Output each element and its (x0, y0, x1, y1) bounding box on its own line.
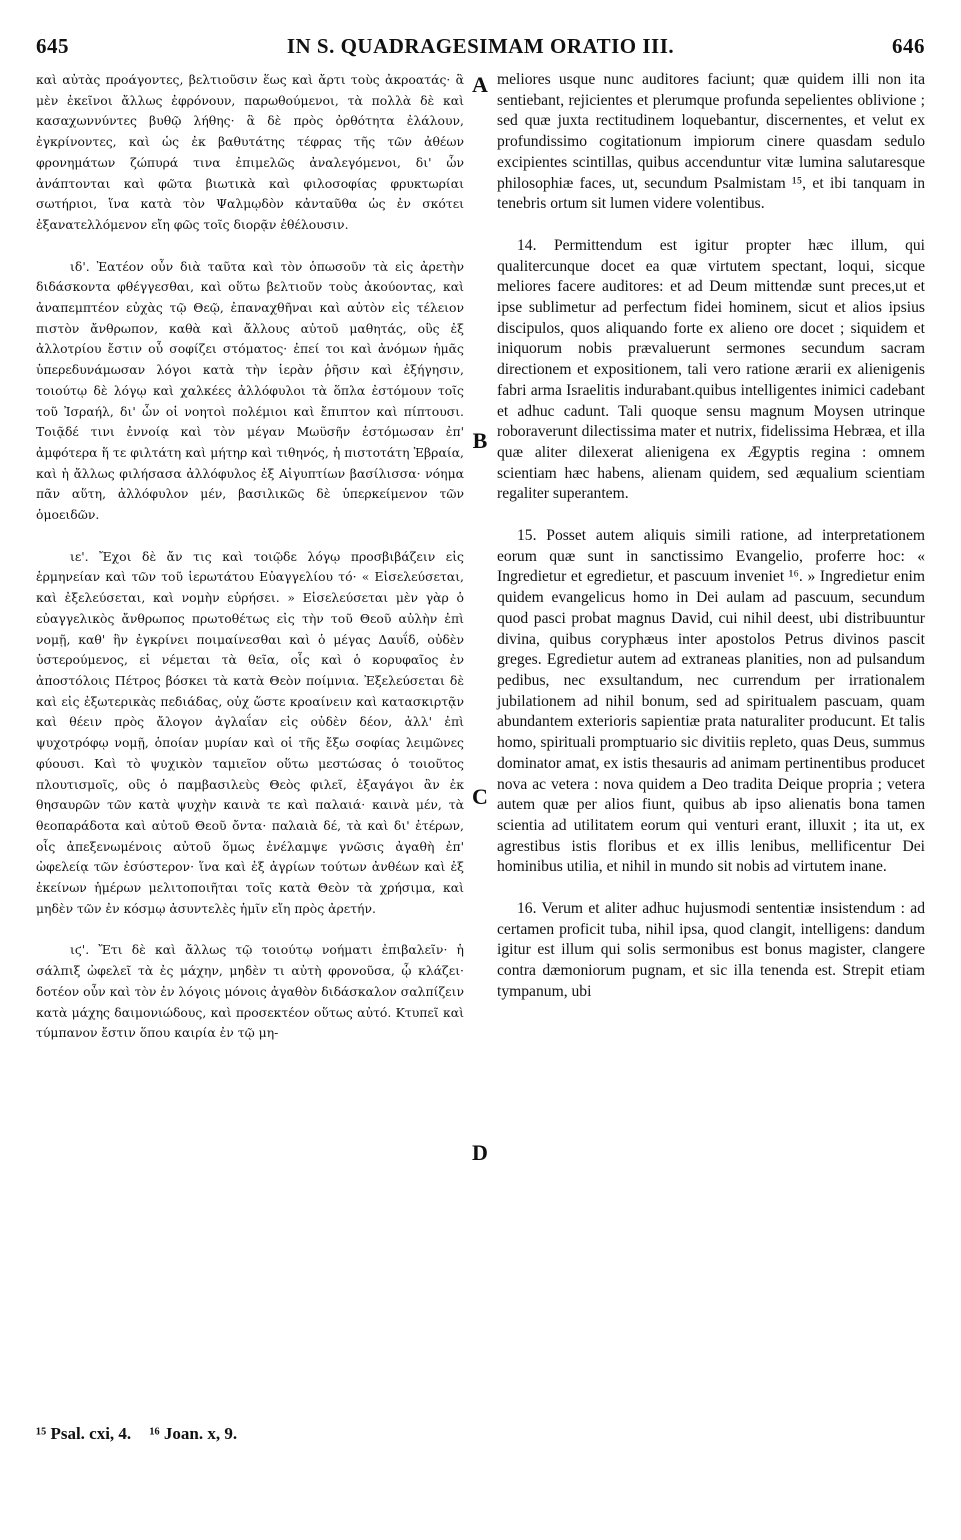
latin-paragraph: 16. Verum et aliter adhuc hujusmodi sententiæ insistendum : ad certamen proficit tuba, nihil ipsa, quod clangit, intelligens: dandum igitur est illum qui solis sermonibus est bonus magister, clangere contra dæmoniorum pugnam, et sic illa tenenda est. Strepit etiam tympanum, ubi (497, 900, 925, 1000)
footnote-16: ¹⁶ Joan. x, 9. (149, 1424, 238, 1443)
page-number-left: 645 (36, 34, 69, 58)
margin-letter-a: A (472, 72, 488, 97)
greek-column (36, 70, 464, 1044)
greek-paragraph: ιδ'. Ἐατέον οὖν διὰ ταῦτα καὶ τὸν ὁπωσοῦν τὰ εἰς ἀρετὴν διδάσκοντα φθέγγεσθαι, καὶ οὕτω βελτιοῦν τοὺς ἀκούοντας, καὶ ἀναπεμπτέον εὐχὰς τῷ Θεῷ, ἐπαναχθῆναι καὶ αὐτὸν εἰς τέλειον πιστὸν ἄνθρωπον, καθὰ καὶ ἄλλους αὐτοῦ μαθητάς, οὓς ἐξ ἀλλοτρίου ἔστιν οὗ σοφίζει στόματος· ἐπεί τοι καὶ ἀνόμων ἡμᾶς ὑπερεδυνάμωσαν λόγοι κατὰ τὴν ἱερὰν ῥῆσιν καὶ ἐξήγησιν, τοιούτῳ δὲ λόγῳ καὶ χαλκέες ἀλλόφυλοι τὰ ὅπλα ἐστόμουν τοῖς τοῦ Ἰσραήλ, δι' ὧν οἱ νοητοὶ πολέμιοι καὶ ἔπιπτον καὶ πίπτουσι. Τοιᾷδέ τινι ἐννοίᾳ καὶ τὸν μέγαν Μωϋσῆν ἐστόμωσαν ἐπ' ἀμφότερα ἥ τε φιλτάτη καὶ μήτηρ καὶ τιθηνός, ἡ πιστοτάτη Ἑβραία, καὶ ἡ ἄλλως φιλήσασα ἀλλόφυλος ἐξ Αἰγυπτίων βασίλισσα· νόημα πᾶν αὕτη, ἀλλόφυλον μέν, βασιλικῶς δὲ ὑπερκείμενον τῶν ὁμοειδῶν. (36, 258, 464, 523)
running-header (36, 34, 925, 62)
greek-paragraph: ιε'. Ἔχοι δὲ ἄν τις καὶ τοιῷδε λόγῳ προσβιβάζειν εἰς ἑρμηνείαν καὶ τῶν τοῦ ἱερωτάτου Εὐαγγελίου τό· « Εἰσελεύσεται, καὶ ἐξελεύσεται, καὶ νομὴν εὑρήσει. » Εἰσελεύσεται μὲν γὰρ ὁ εὐαγγελικὸς ἄνθρωπος πρωτοθέτως εἰς τὴν τοῦ Θεοῦ αὐλὴν ἐπὶ νομῇ, καθ' ἣν ἐγκρίνει ποιμαίνεσθαι καὶ ὁ μέγας Δαυΐδ, οὐδὲν ὑστερούμενος, εἰ νέμεται τὰ θεῖα, οἷς καὶ ὁ κορυφαῖος ἐν ἀποστόλοις Πέτρος βόσκει τὰ κατὰ Θεὸν ποίμνια. Ἐξελεύσεται δὲ καὶ εἰς ἐξωτερικὰς πεδιάδας, οὐχ ὥστε κροαίνειν καὶ κατασκιρτᾷν καὶ θέειν πρὸς ἄλογον ἀγλαΐαν εἰς οὐδὲν δέον, ἀλλ' ἐπὶ ψυχοτρόφῳ νομῇ, ὁποίαν μυρίαν καὶ οἱ τῆς ἔξω σοφίας λειμῶνες φύουσι. Καὶ τὸ ψυχικὸν ταμιεῖον οὕτω μεστώσας ὁ τοιοῦτος πλουτισμοῖς, οὓς ὁ παμβασιλεὺς Θεὸς φιλεῖ, ἐξαγάγοι ἂν ἐκ θησαυρῶν τῶν κατὰ ψυχὴν καινὰ τε καὶ παλαιά· καινὰ μέν, τὰ θεοπαράδοτα καὶ αὐτοῦ Θεοῦ ὄντα· παλαιὰ δέ, τὰ καὶ δι' ἑτέρων, οἷς ἀπεξενωμένοις αὐτοῦ ὅμως ἐνέλαμψε γνῶσις ἀγαθὴ ἐπ' ὠφελείᾳ τῶν ἐσύστερον· ἵνα καὶ ἐξ ἀγρίων τούτων ἀνθέων καὶ ἐξ ἐκείνων ἡμέρων μελιτοποιῆται τοῖς κατὰ Θεὸν τὰ χρήσιμα, καὶ μηδὲν τῶν ἐν κόσμῳ ἀσυντελὲς ἡμῖν εἴη πρὸς ἀρετήν. (36, 548, 464, 916)
running-title: IN S. QUADRAGESIMAM ORATIO III. (286, 34, 675, 58)
footnote-15: ¹⁵ Psal. cxi, 4. (36, 1424, 132, 1443)
greek-paragraph: καὶ αὐτὰς προάγοντες, βελτιοῦσιν ἕως καὶ ἄρτι τοὺς ἀκροατάς· ἃ μὲν ἐκεῖνοι ἄλλως ἐφρόνουν, παρωθούμενοι, τὰ πολλὰ δὲ καὶ κασαχωννύντες βυθῷ λήθης· ἃ δὲ πρὸς ὀρθότητα ἐλάλουν, ἐγκρίνοντες, καὶ ὡς ἐκ βαθυτάτης τέφρας τῆς τῶν ἀθέων φρονημάτων ζώπυρά τινα ἐπιμελῶς ἀναλεγόμενοι, δι' ὧν ἀνάπτονται καὶ φῶτα βιωτικὰ καὶ φιλοσοφίας φρυκτωρίαι σωτήριοι, ἵνα κατὰ τὸν Ψαλμῳδὸν κἀνταῦθα ὡς ἐν σκότει ἐξανατελλόμενον εἴη φῶς τοῖς διορᾷν ἐθέλουσιν. (36, 72, 464, 232)
margin-letter-d: D (472, 1140, 488, 1165)
latin-paragraph: meliores usque nunc auditores faciunt; quæ quidem illi non ita sentiebant, rejicientes et plerumque profunda sepelientes oblivione ; sed quæ juxta rectitudinem loquebantur, discernentes, et velut ex profundissimo cogitationum impiorum cinere quasdam sedulo excipientes scintillas, quibus accenduntur vitæ lumina salutaresque philosophiæ faces, ut, secundum Psalmistam ¹⁵, et ibi tanquam in tenebris ortum sit lumen videre volentibus. (497, 71, 925, 213)
latin-column (497, 70, 925, 1003)
footnotes (36, 1424, 251, 1444)
greek-paragraph: ιϛ'. Ἔτι δὲ καὶ ἄλλως τῷ τοιούτῳ νοήματι ἐπιβαλεῖν· ἡ σάλπιξ ὠφελεῖ τὰ ἐς μάχην, μηδὲν τι αὐτὴ φρονοῦσα, ᾧ κλάζει· δοτέον οὖν καὶ τὸν ἐν λόγοις μόνοις ἀγαθὸν διδάσκαλον σαλπίζειν κατὰ μάχης δαιμονιώδους, καὶ προσεκτέον οὕτως αὐτό. Κτυπεῖ καὶ τύμπανον ἔστιν ὅπου καιρία ἐν τῷ μη- (36, 942, 464, 1041)
margin-letter-b: B (472, 428, 488, 453)
page-number-right: 646 (892, 34, 925, 58)
margin-letter-c: C (472, 784, 488, 809)
latin-paragraph: 14. Permittendum est igitur propter hæc illum, qui qualitercunque docet ea quæ virtutem spectant, loqui, sicque meliores facere auditores: et ad Deum mittendæ sunt preces,ut et ipse sublimetur ad perfectum fidei hominem, sicut et alios ipsius discipulos, quos aliquando forte ex alieno ore docet ; siquidem et iniquorum nobis prævaluerunt sermones secundum sacram directionem et expositionem, tali vero ratione ærarii ex alienigenis fabri arma Israelitis indurabant.quibus intelligentes inimici cadebant et adhuc cadunt. Tali quoque sensu magnum Moysen utrinque roboraverunt dilectissima mater et nutrix, fidelissima Hebræa, et illa quæ aliter dilexerat alienigena ex Ægyptis regina : omnem scientiam hæc habens, alienam quidem, sed æqualium scientiam regaliter superantem. (497, 236, 925, 503)
latin-paragraph: 15. Posset autem aliquis simili ratione, ad interpretationem eorum quæ sunt in sanctissimo Evangelio, proferre hoc: « Ingredietur et egredietur, et pascuum inveniet ¹⁶. » Ingredietur enim quidem evangelicus homo in Dei aulam ad pascuum, secundum quod pasci probat magnus David, cui nihil deest, ubi distribuuntur divina, quibus coryphæus inter apostolos Petrus divinos pascit greges. Egredietur autem ad extraneas planities, non ad pulsandum pedibus, nec exsultandum, nec currendum per irrationalem jubilationem ad nihil bonum, sed ad spiritualem pascuam, quam abundantem exterioris sapientiæ prata naturaliter producunt. Et talis homo, spirituali promptuario sic divitiis repleto, quas Deus, summus dominator amat, ex istis thesauris ad animam pertinentibus producet nova ac vetera : nova quidem a Deo tradita Deique propria ; vetera autem quæ per alios fiunt, quibus ab ipso alienatis bona tamen scientia ad utilitatem eorum qui venturi erant, illuxit ; ita ut, ex agrestibus istis floribus et ex illis lenibus, mellificentur Dei hominibus utilia, et nihil in mundo sit nobis ad virtutem inane. (497, 527, 925, 876)
